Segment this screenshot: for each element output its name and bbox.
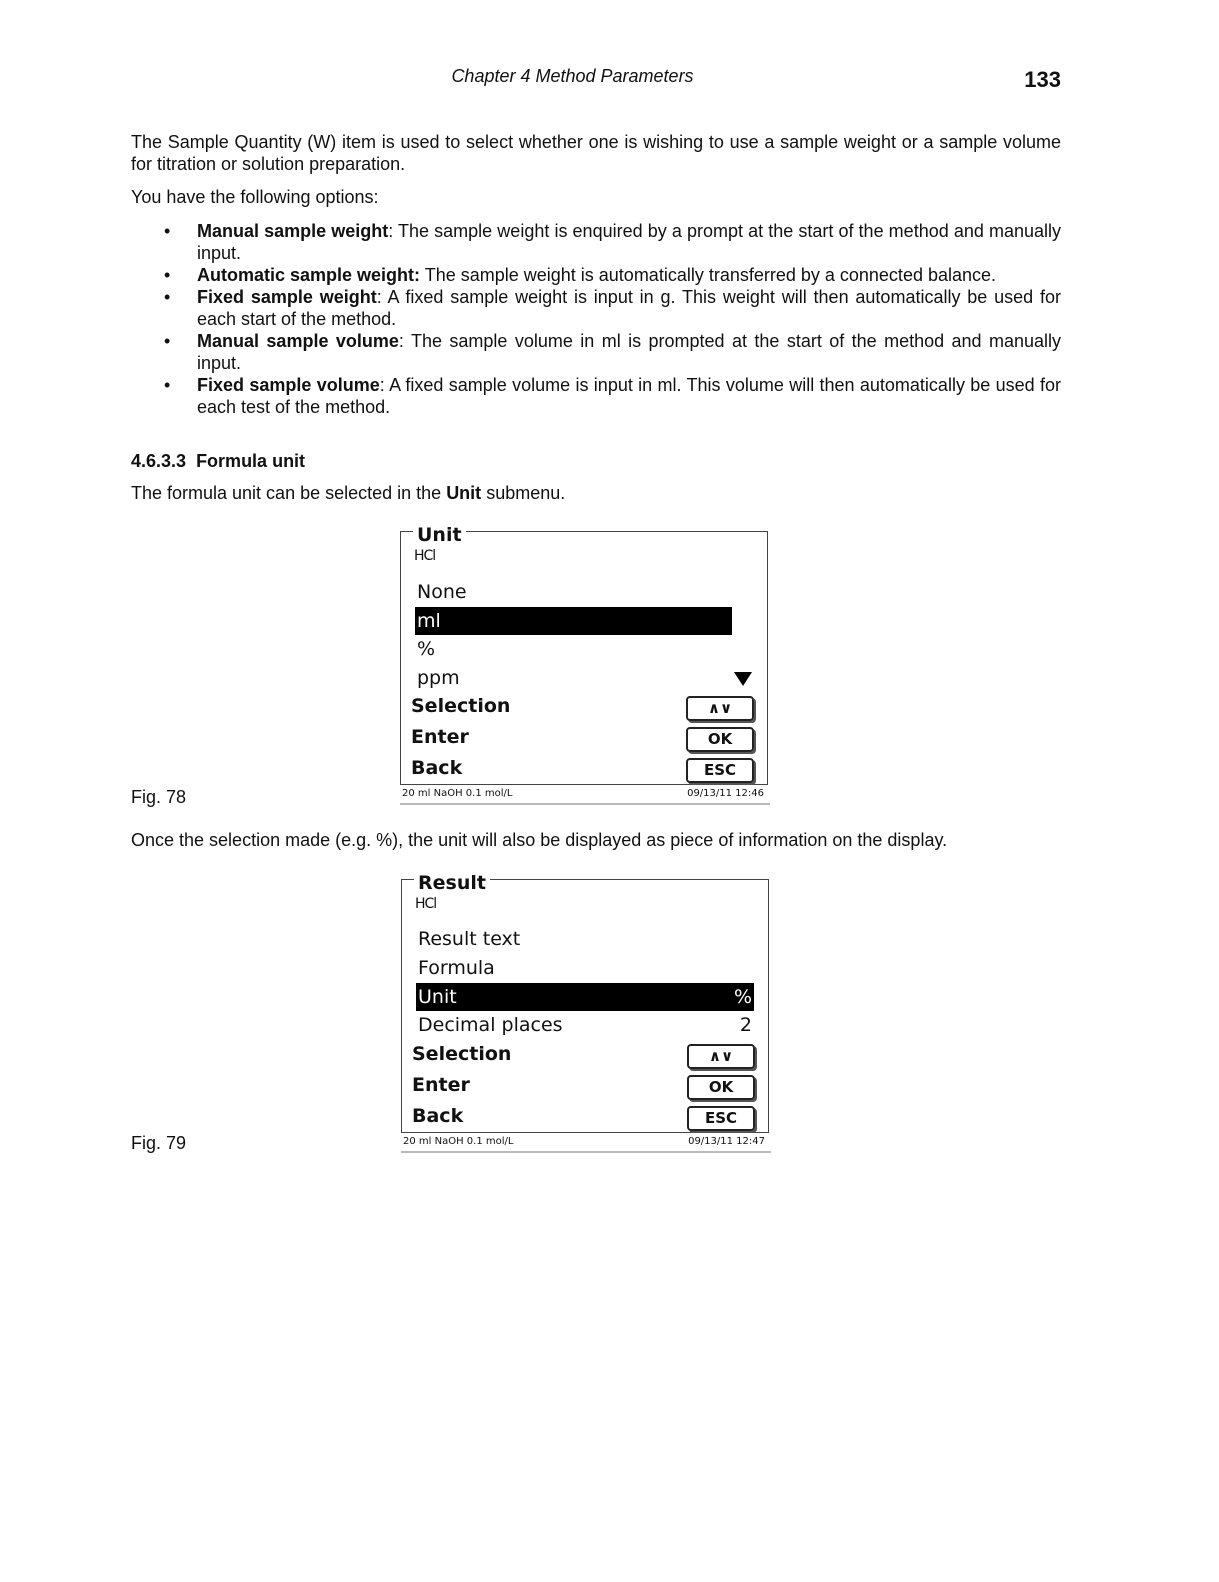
selection-arrows-button[interactable]: ∧∨ bbox=[686, 696, 754, 721]
menu-item-percent[interactable]: % bbox=[417, 638, 436, 660]
unit-value: % bbox=[733, 986, 752, 1008]
figure-caption: Fig. 78 bbox=[131, 787, 187, 807]
status-bar bbox=[400, 787, 770, 805]
menu-item-none[interactable]: None bbox=[417, 581, 467, 603]
menu-item-formula[interactable]: Formula bbox=[418, 957, 495, 979]
menu-item-result-text[interactable]: Result text bbox=[418, 928, 521, 950]
list-item: • Manual sample weight: The sample weight is enquired by a prompt at the start of the method and manually input. bbox=[164, 221, 1062, 263]
section-title: Formula unit bbox=[196, 451, 306, 471]
option-term: Automatic sample weight: bbox=[197, 265, 421, 285]
status-bar bbox=[401, 1135, 771, 1153]
status-datetime: 09/13/11 12:46 bbox=[687, 788, 764, 799]
status-reagent: 20 ml NaOH 0.1 mol/L bbox=[403, 1136, 514, 1147]
menu-item-unit-selected[interactable]: Unit % bbox=[416, 983, 754, 1011]
figure-caption: Fig. 79 bbox=[131, 1133, 187, 1153]
key-label-enter: Enter bbox=[412, 1074, 470, 1096]
decimal-places-value: 2 bbox=[739, 1014, 752, 1036]
after-paragraph: Once the selection made (e.g. %), the unit will also be displayed as piece of information on the display. bbox=[131, 830, 948, 850]
esc-button[interactable]: ESC bbox=[687, 1106, 755, 1131]
section-number: 4.6.3.3 bbox=[131, 451, 187, 471]
screen-title: Unit bbox=[413, 524, 466, 546]
screen-subtitle: HCl bbox=[414, 548, 436, 564]
menu-item-decimal-places[interactable]: Decimal places 2 bbox=[416, 1011, 754, 1039]
chapter-header: Chapter 4 Method Parameters bbox=[451, 66, 694, 86]
list-item: • Fixed sample volume: A fixed sample volume is input in ml. This volume will then automatically be used for each test of the method. bbox=[164, 375, 1061, 417]
option-text: : A fixed sample weight is input in g. This weight will then automatically be used for each start of the method. bbox=[197, 287, 1062, 329]
screen-title: Result bbox=[414, 872, 490, 894]
option-term: Manual sample weight bbox=[197, 221, 389, 241]
page-number: 133 bbox=[1024, 67, 1061, 92]
key-label-selection: Selection bbox=[411, 695, 511, 717]
key-label-back: Back bbox=[412, 1105, 464, 1127]
esc-button[interactable]: ESC bbox=[686, 758, 754, 783]
menu-item-ml-selected[interactable]: ml bbox=[415, 607, 732, 635]
section-heading bbox=[131, 451, 305, 472]
unit-paragraph: The formula unit can be selected in the Unit submenu. bbox=[131, 483, 566, 503]
device-screen bbox=[401, 872, 769, 1133]
list-item: • Manual sample volume: The sample volume in ml is prompted at the start of the method and manually input. bbox=[164, 331, 1062, 373]
options-list bbox=[131, 220, 1061, 418]
option-text: The sample weight is automatically transferred by a connected balance. bbox=[420, 265, 997, 285]
menu-item-ppm[interactable]: ppm bbox=[417, 667, 460, 689]
ok-button[interactable]: OK bbox=[686, 727, 754, 752]
option-text: : A fixed sample volume is input in ml. This volume will then automatically be used for each test of the method. bbox=[197, 375, 1061, 417]
option-text: : The sample volume in ml is prompted at the start of the method and manually input. bbox=[197, 331, 1062, 373]
options-lead: You have the following options: bbox=[131, 187, 379, 207]
list-item: • Automatic sample weight: The sample weight is automatically transferred by a connected balance. bbox=[164, 265, 997, 285]
option-term: Fixed sample volume bbox=[197, 375, 380, 395]
status-reagent: 20 ml NaOH 0.1 mol/L bbox=[402, 788, 513, 799]
option-term: Manual sample volume bbox=[197, 331, 399, 351]
option-text: : The sample weight is enquired by a prompt at the start of the method and manually input. bbox=[197, 221, 1062, 263]
selection-arrows-button[interactable]: ∧∨ bbox=[687, 1044, 755, 1069]
key-label-back: Back bbox=[411, 757, 463, 779]
status-datetime: 09/13/11 12:47 bbox=[688, 1136, 765, 1147]
key-label-enter: Enter bbox=[411, 726, 469, 748]
device-screen bbox=[400, 524, 768, 785]
list-item: • Fixed sample weight: A fixed sample weight is input in g. This weight will then automatically be used for each start of the method. bbox=[164, 287, 1062, 329]
ok-button[interactable]: OK bbox=[687, 1075, 755, 1100]
scroll-down-triangle-icon bbox=[734, 672, 752, 686]
key-label-selection: Selection bbox=[412, 1043, 512, 1065]
screen-subtitle: HCl bbox=[415, 896, 437, 912]
option-term: Fixed sample weight bbox=[197, 287, 377, 307]
intro-paragraph: The Sample Quantity (W) item is used to select whether one is wishing to use a sample weight or a sample volume for titration or solution preparation. bbox=[131, 132, 1061, 174]
